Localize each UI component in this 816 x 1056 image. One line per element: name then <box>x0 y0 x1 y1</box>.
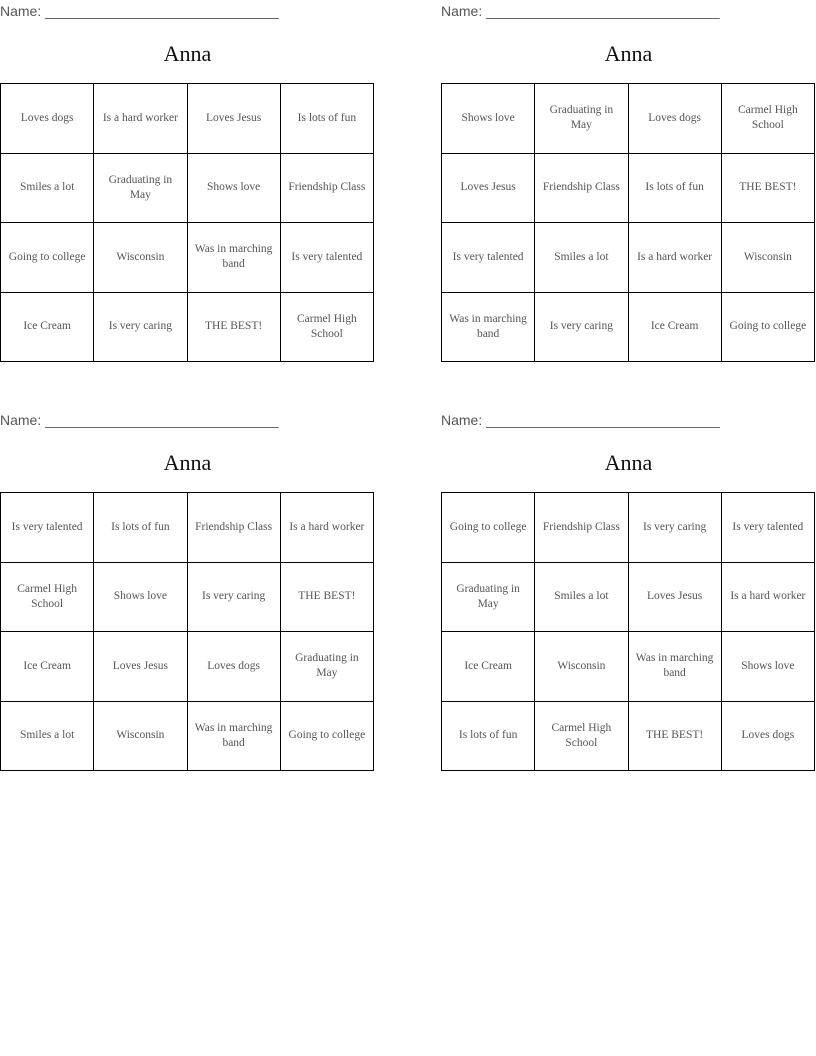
name-field-line: Name: ______________________________ <box>0 412 279 428</box>
bingo-cell: Shows love <box>94 562 187 632</box>
bingo-cell: Carmel High School <box>721 84 814 154</box>
bingo-cell: Shows love <box>721 632 814 702</box>
bingo-cell: Loves Jesus <box>442 153 535 223</box>
name-field-line: Name: ______________________________ <box>441 412 720 428</box>
bingo-cell: Wisconsin <box>94 223 187 293</box>
bingo-cell: Wisconsin <box>94 701 187 771</box>
bingo-cell: Carmel High School <box>280 292 373 362</box>
grid-row <box>1 493 374 563</box>
bingo-cell: Wisconsin <box>721 223 814 293</box>
bingo-cell: Friendship Class <box>535 493 628 563</box>
bingo-cell: Carmel High School <box>1 562 94 632</box>
bingo-cell: Ice Cream <box>628 292 721 362</box>
bingo-cell: Loves Jesus <box>628 562 721 632</box>
grid-row <box>1 223 374 293</box>
bingo-cell: Going to college <box>280 701 373 771</box>
bingo-grid <box>0 83 374 362</box>
bingo-cell: Is very caring <box>187 562 280 632</box>
bingo-cell: Graduating in May <box>442 562 535 632</box>
card-title: Anna <box>604 41 653 66</box>
bingo-cell: Smiles a lot <box>1 153 94 223</box>
bingo-cell: Graduating in May <box>94 153 187 223</box>
bingo-cell: Is very talented <box>721 493 814 563</box>
bingo-grid <box>0 492 374 771</box>
bingo-cell: Friendship Class <box>280 153 373 223</box>
name-field-line: Name: ______________________________ <box>441 3 720 19</box>
bingo-cell: THE BEST! <box>628 701 721 771</box>
bingo-cell: Going to college <box>1 223 94 293</box>
bingo-cell: Smiles a lot <box>1 701 94 771</box>
grid-row <box>442 493 815 563</box>
bingo-cell: Graduating in May <box>280 632 373 702</box>
bingo-cell: Loves dogs <box>721 701 814 771</box>
bingo-cell: Is very talented <box>280 223 373 293</box>
bingo-cell: Loves Jesus <box>187 84 280 154</box>
bingo-cell: Ice Cream <box>1 632 94 702</box>
grid-row <box>1 701 374 771</box>
bingo-cell: Ice Cream <box>1 292 94 362</box>
bingo-cell: Was in marching band <box>187 701 280 771</box>
bingo-cell: Shows love <box>187 153 280 223</box>
bingo-cell: Is very talented <box>1 493 94 563</box>
bingo-cell: THE BEST! <box>721 153 814 223</box>
bingo-grid <box>441 83 815 362</box>
bingo-cell: Was in marching band <box>628 632 721 702</box>
grid-row <box>442 292 815 362</box>
bingo-cell: Is very talented <box>442 223 535 293</box>
name-field-line: Name: ______________________________ <box>0 3 279 19</box>
bingo-cell: Is very caring <box>535 292 628 362</box>
bingo-cell: Loves dogs <box>628 84 721 154</box>
grid-row <box>442 701 815 771</box>
bingo-cell: Was in marching band <box>187 223 280 293</box>
grid-row <box>442 153 815 223</box>
bingo-cell: Is lots of fun <box>628 153 721 223</box>
bingo-cell: Is a hard worker <box>94 84 187 154</box>
grid-row <box>1 632 374 702</box>
bingo-cell: Shows love <box>442 84 535 154</box>
bingo-cell: Smiles a lot <box>535 562 628 632</box>
bingo-cell: Is lots of fun <box>442 701 535 771</box>
bingo-cell: Is very caring <box>628 493 721 563</box>
bingo-cell: Going to college <box>721 292 814 362</box>
bingo-cell: Is very caring <box>94 292 187 362</box>
grid-row <box>442 562 815 632</box>
card-title: Anna <box>604 450 653 475</box>
bingo-cell: Ice Cream <box>442 632 535 702</box>
bingo-cell: THE BEST! <box>280 562 373 632</box>
bingo-cell: Is a hard worker <box>628 223 721 293</box>
bingo-cell: Is a hard worker <box>721 562 814 632</box>
bingo-cell: Loves Jesus <box>94 632 187 702</box>
grid-row <box>442 223 815 293</box>
card-title: Anna <box>163 41 212 66</box>
bingo-cell: Is a hard worker <box>280 493 373 563</box>
bingo-cell: Friendship Class <box>535 153 628 223</box>
bingo-grid <box>441 492 815 771</box>
bingo-cell: Loves dogs <box>1 84 94 154</box>
bingo-cell: Was in marching band <box>442 292 535 362</box>
grid-row <box>1 84 374 154</box>
bingo-cell: Graduating in May <box>535 84 628 154</box>
bingo-cell: THE BEST! <box>187 292 280 362</box>
bingo-cell: Is lots of fun <box>94 493 187 563</box>
bingo-cell: Is lots of fun <box>280 84 373 154</box>
bingo-cell: Going to college <box>442 493 535 563</box>
bingo-cell: Smiles a lot <box>535 223 628 293</box>
bingo-cell: Friendship Class <box>187 493 280 563</box>
grid-row <box>1 153 374 223</box>
card-title: Anna <box>163 450 212 475</box>
grid-row <box>442 84 815 154</box>
bingo-cell: Wisconsin <box>535 632 628 702</box>
bingo-cell: Loves dogs <box>187 632 280 702</box>
grid-row <box>442 632 815 702</box>
grid-row <box>1 292 374 362</box>
bingo-cell: Carmel High School <box>535 701 628 771</box>
grid-row <box>1 562 374 632</box>
